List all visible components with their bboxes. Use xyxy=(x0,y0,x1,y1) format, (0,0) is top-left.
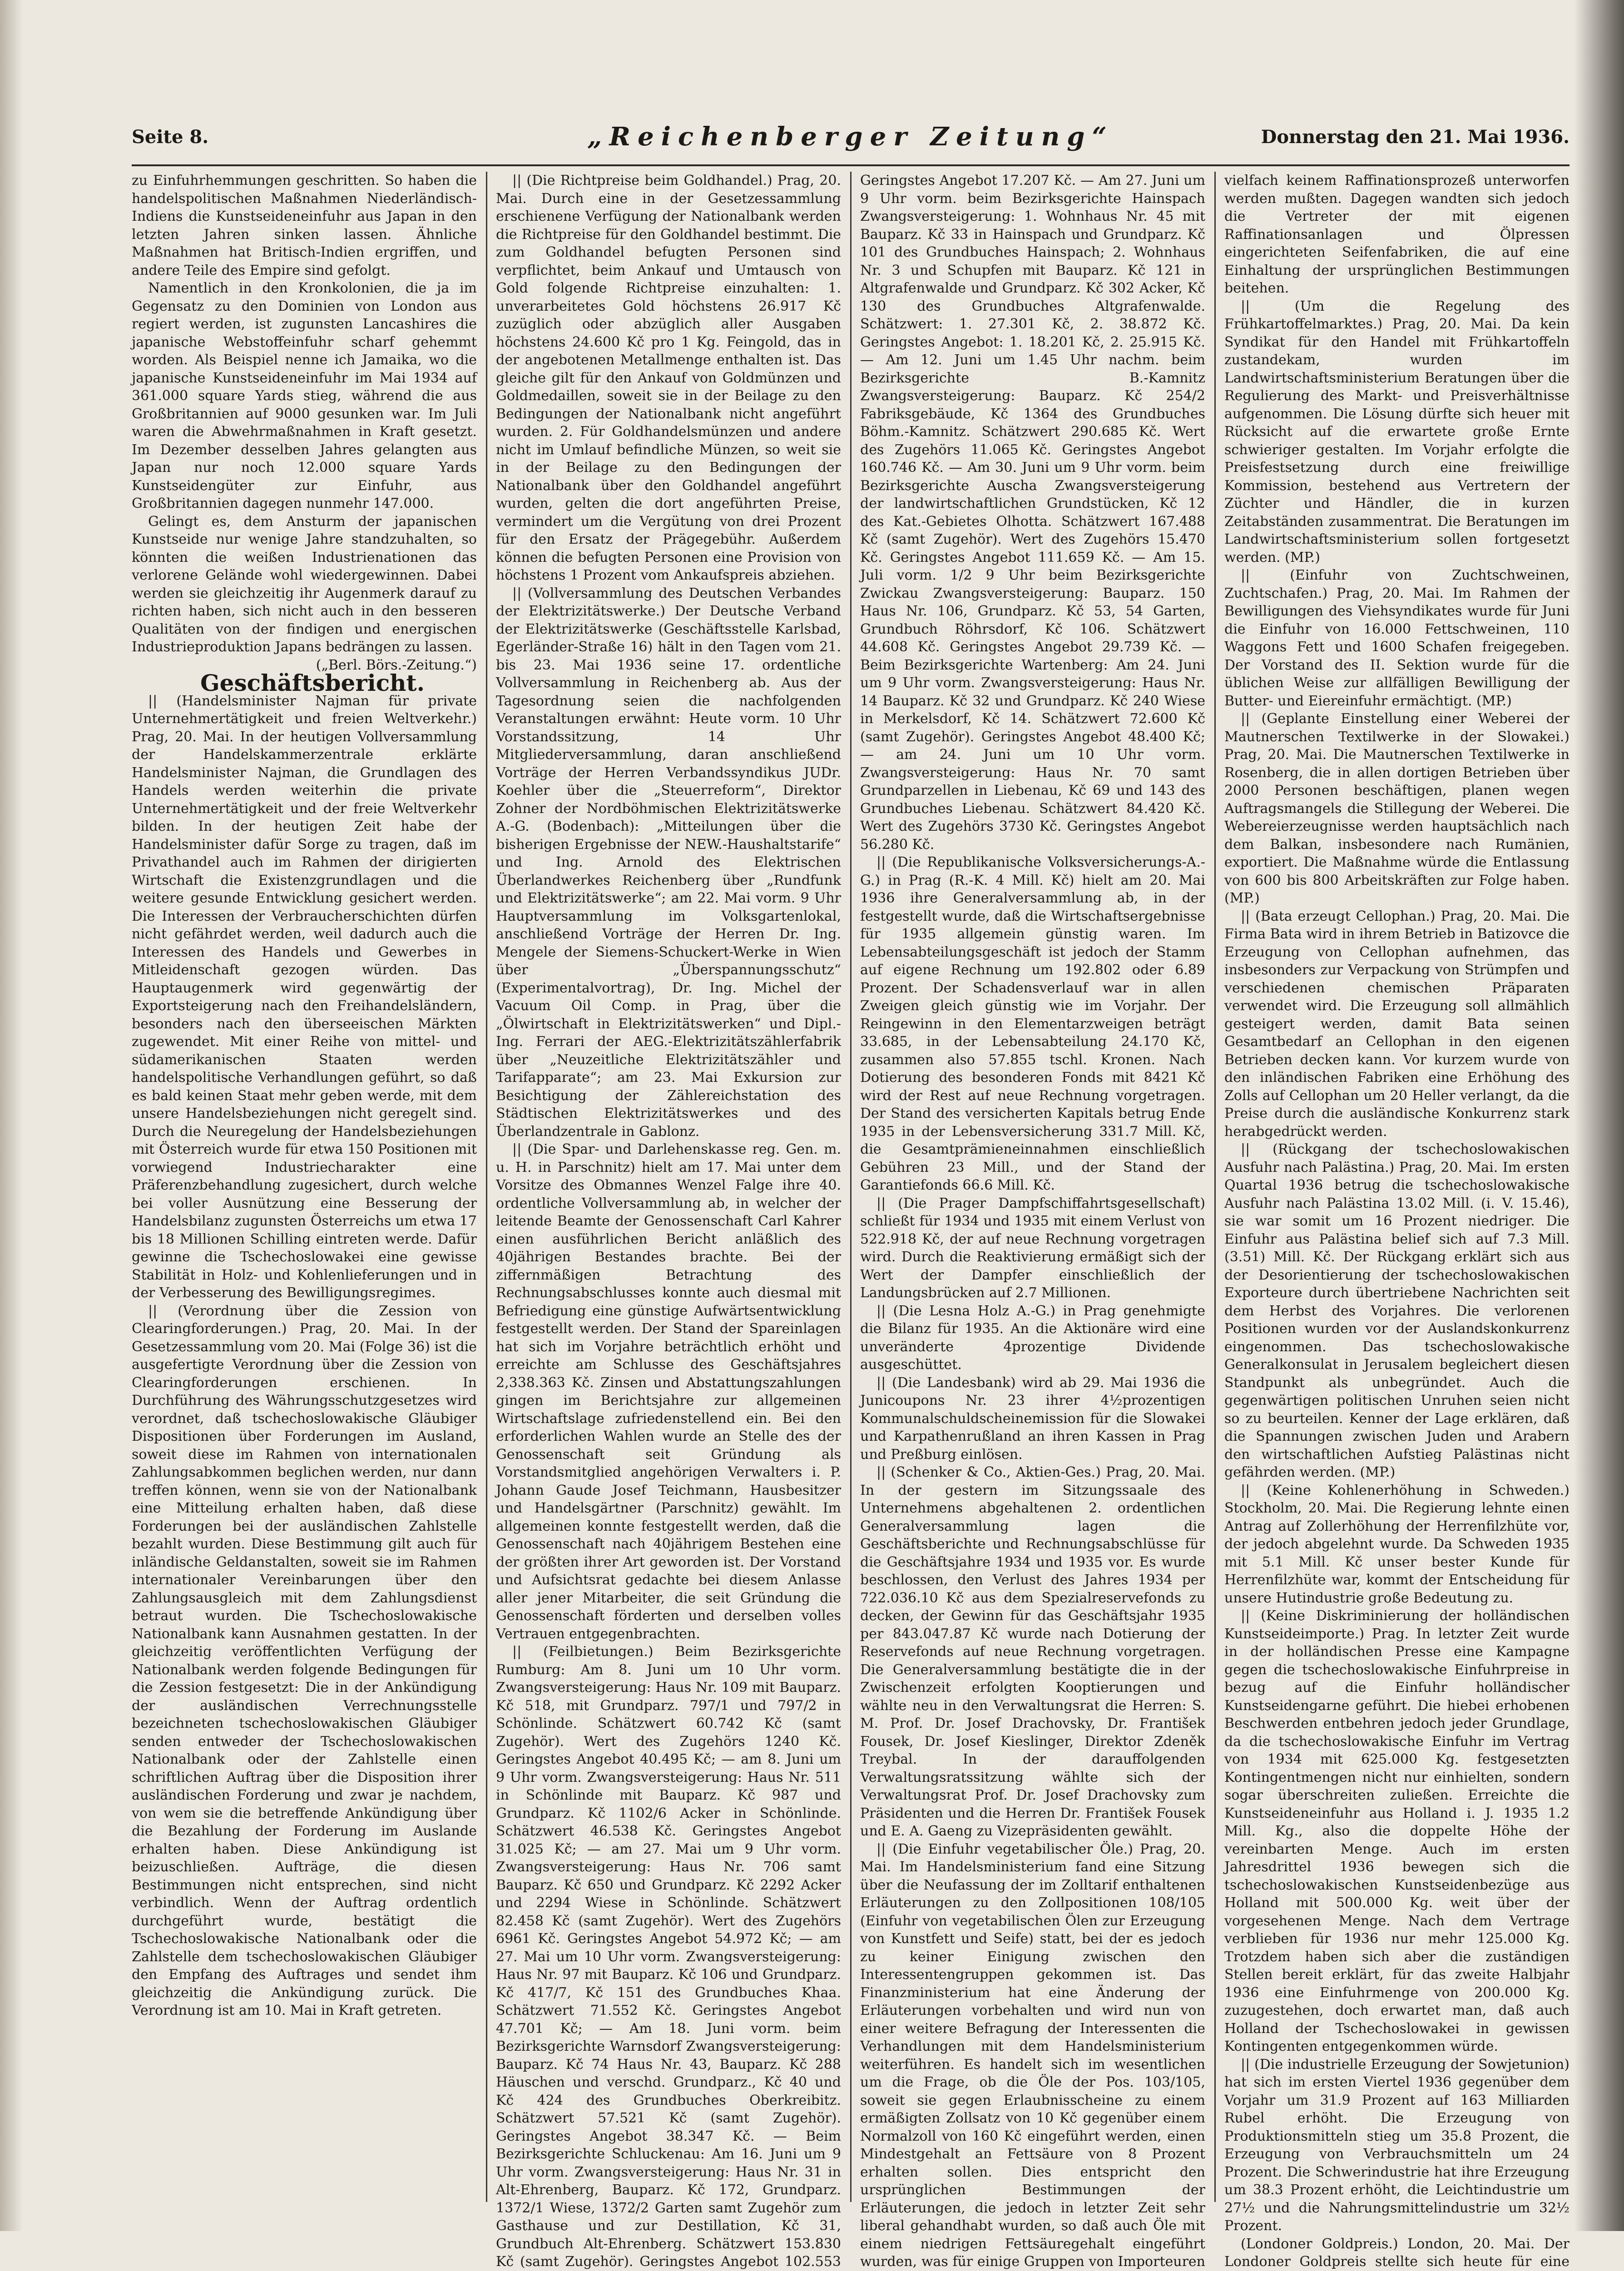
page-number: Seite 8. xyxy=(132,126,208,148)
source-signature: („Berl. Börs.-Zeitung.“) xyxy=(132,656,477,674)
column-divider xyxy=(486,172,487,2202)
paragraph: || (Einfuhr von Zuchtschweinen, Zuchtschafen.) Prag, 20. Mai. Im Rahmen der Bewilligungen des Viehsyndikates wurde für Juni die Einfuhr von 16.000 Fettschweinen, 110 Waggons Fett und 1600 Schafen freigegeben. Der Vorstand des II. Sektion wurde für die üblichen Weise zur allfälligen Bewilligung der Butter- und Eiereinfuhr ermächtigt. (MP.) xyxy=(1224,566,1570,710)
newspaper-title: „Reichenberger Zeitung“ xyxy=(132,122,1570,152)
paragraph: (Londoner Goldpreis.) London, 20. Mai. Der Londoner Goldpreis stellte sich heute für eine xyxy=(1224,2235,1570,2271)
paragraph: || (Vollversammlung des Deutschen Verbandes der Elektrizitätswerke.) Der Deutsche Verband der Elektrizitätswerke (Geschäftsstelle Karlsbad, Egerländer-Straße 16) hält in den Tagen vom 21. bis 23. Mai 1936 seine 17. ordentliche Vollversammlung in Reichenberg ab. Aus der Tagesordnung seien die nachfolgenden Veranstaltungen erwähnt: Heute vorm. 10 Uhr Vorstandssitzung, 14 Uhr Mitgliederversammlung, daran anschließend Vorträge der Herren Verbandssyndikus JUDr. Koehler über die „Steuerreform“, Direktor Zohner der Nordböhmischen Elektrizitätswerke A.-G. (Bodenbach): „Mitteilungen über die bisherigen Ergebnisse der NEW.-Haushaltstarife“ und Ing. Arnold des Elektrischen Überlandwerkes Reichenberg über „Rundfunk und Elektrizitätswerke“; am 22. Mai vorm. 9 Uhr Hauptversammlung im Volksgartenlokal, anschließend Vorträge der Herren Dr. Ing. Mengele der Siemens-Schuckert-Werke in Wien über „Überspannungsschutz“ (Experimentalvortrag), Dr. Ing. Michel der Vacuum Oil Comp. in Prag, über die „Ölwirtschaft in Elektrizitätswerken“ und Dipl.-Ing. Ferrari der AEG.-Elektrizitätszählerfabrik über „Neuzeitliche Elektrizitätszähler und Tarifapparate“; am 23. Mai Exkursion zur Besichtigung der Zählereichstation des Städtischen Elektrizitätswerkes und des Überlandzentrale in Gablonz. xyxy=(496,585,841,1141)
column-divider xyxy=(850,172,852,2202)
paragraph: || (Keine Kohlenerhöhung in Schweden.) Stockholm, 20. Mai. Die Regierung lehnte einen Antrag auf Zollerhöhung der Herrenfilzhüte vor, der jedoch abgelehnt wurde. Da Schweden 1935 mit 5.1 Mill. Kč unser bester Kunde für Herrenfilzhüte war, kommt der Entscheidung für unsere Hutindustrie große Bedeutung zu. xyxy=(1224,1482,1570,1607)
paragraph: Geringstes Angebot 17.207 Kč. — Am 27. Juni um 9 Uhr vorm. beim Bezirksgerichte Hainspach Zwangsversteigerung: 1. Wohnhaus Nr. 45 mit Bauparz. Kč 33 in Hainspach und Grundparz. Kč 101 des Grundbuches Hainspach; 2. Wohnhaus Nr. 3 und Schupfen mit Bauparz. Kč 121 in Altgrafenwalde und Grundparz. Kč 302 Acker, Kč 130 des Grundbuches Altgrafenwalde. Schätzwert: 1. 27.301 Kč, 2. 38.872 Kč. Geringstes Angebot: 1. 18.201 Kč, 2. 25.915 Kč. — Am 12. Juni um 1.45 Uhr nachm. beim Bezirksgerichte B.-Kamnitz Zwangsversteigerung: Bauparz. Kč 254/2 Fabriksgebäude, Kč 1364 des Grundbuches Böhm.-Kamnitz. Schätzwert 290.685 Kč. Wert des Zugehörs 11.065 Kč. Geringstes Angebot 160.746 Kč. — Am 30. Juni um 9 Uhr vorm. beim Bezirksgerichte Auscha Zwangsversteigerung der landwirtschaftlichen Grundstücken, Kč 12 des Kat.-Gebietes Olhotta. Schätzwert 167.488 Kč (samt Zugehör). Wert des Zugehörs 15.470 Kč. Geringstes Angebot 111.659 Kč. — Am 15. Juli vorm. 1/2 9 Uhr beim Bezirksgerichte Zwickau Zwangsversteigerung: Bauparz. 150 Haus Nr. 106, Grundparz. Kč 53, 54 Garten, Grundbuch Röhrsdorf, Kč 106. Schätzwert 44.608 Kč. Geringstes Angebot 29.739 Kč. — Beim Bezirksgerichte Wartenberg: Am 24. Juni um 9 Uhr vorm. Zwangsversteigerung: Haus Nr. 14 Bauparz. Kč 32 und Grundparz. Kč 240 Wiese in Merkelsdorf, Kč 14. Schätzwert 72.600 Kč (samt Zugehör). Geringstes Angebot 48.400 Kč; — am 24. Juni um 10 Uhr vorm. Zwangsversteigerung: Haus Nr. 70 samt Grundparzellen in Liebenau, Kč 69 und 143 des Grundbuches Liebenau. Schätzwert 84.420 Kč. Wert des Zugehörs 3730 Kč. Geringstes Angebot 56.280 Kč. xyxy=(860,172,1205,853)
column-3 xyxy=(860,172,1205,2202)
paragraph: || (Rückgang der tschechoslowakischen Ausfuhr nach Palästina.) Prag, 20. Mai. Im ersten Quartal 1936 betrug die tschechoslowakische Ausfuhr nach Palästina 13.02 Mill. (i. V. 15.46), sie war somit um 16 Prozent niedriger. Die Einfuhr aus Palästina belief sich auf 7.3 Mill. (3.51) Mill. Kč. Der Rückgang erklärt sich aus der Desorientierung der tschechoslowakischen Exporteure durch übertriebene Nachrichten seit dem Herbst des Vorjahres. Die verlorenen Positionen wurden vor der Auslandskonkurrenz eingenommen. Das tschechoslowakische Generalkonsulat in Jerusalem begleichert diesen Standpunkt als unbegründet. Auch die gegenwärtigen politischen Unruhen seien nicht so zu beurteilen. Kenner der Lage erklären, daß die Spannungen zwischen Juden und Arabern den wirtschaftlichen Aufstieg Palästinas nicht gefährden werden. (MP.) xyxy=(1224,1140,1570,1482)
scan-edge-left xyxy=(0,0,23,2231)
paragraph: || (Die Richtpreise beim Goldhandel.) Prag, 20. Mai. Durch eine in der Gesetzessammlung erschienene Verfügung der Nationalbank werden die Richtpreise für den Goldhandel bestimmt. Die zum Goldhandel befugten Personen sind verpflichtet, beim Ankauf und Umtausch von Gold folgende Richtpreise einzuhalten: 1. unverarbeitetes Gold höchstens 26.917 Kč zuzüglich oder abzüglich aller Ausgaben höchstens 24.600 Kč pro 1 Kg. Feingold, das in der angebotenen Metallmenge enthalten ist. Das gleiche gilt für den Ankauf von Goldmünzen und Goldmedaillen, soweit sie in der Beilage zu den Bedingungen der Nationalbank nicht angeführt wurden. 2. Für Goldhandelsmünzen und andere nicht im Umlauf befindliche Münzen, so weit sie in der Beilage zu den Bedingungen der Nationalbank über den Goldhandel angeführt wurden, gelten die dort angeführten Preise, vermindert um die Vergütung von drei Prozent für den Ersatz der Prägegebühr. Außerdem können die befugten Personen eine Provision von höchstens 1 Prozent vom Ankaufspreis abziehen. xyxy=(496,172,841,585)
paragraph: || (Feilbietungen.) Beim Bezirksgerichte Rumburg: Am 8. Juni um 10 Uhr vorm. Zwangsversteigerung: Haus Nr. 109 mit Bauparz. Kč 518, mit Grundparz. 797/1 und 797/2 in Schönlinde. Schätzwert 60.742 Kč (samt Zugehör). Wert des Zugehörs 1240 Kč. Geringstes Angebot 40.495 Kč; — am 8. Juni um 9 Uhr vorm. Zwangsversteigerung: Haus Nr. 511 in Schönlinde mit Bauparz. Kč 987 und Grundparz. Kč 1102/6 Acker in Schönlinde. Schätzwert 46.538 Kč. Geringstes Angebot 31.025 Kč; — am 27. Mai um 9 Uhr vorm. Zwangsversteigerung: Haus Nr. 706 samt Bauparz. Kč 650 und Grundparz. Kč 2292 Acker und 2294 Wiese in Schönlinde. Schätzwert 82.458 Kč (samt Zugehör). Wert des Zugehörs 6961 Kč. Geringstes Angebot 54.972 Kč; — am 27. Mai um 10 Uhr vorm. Zwangsversteigerung: Haus Nr. 97 mit Bauparz. Kč 106 und Grundparz. Kč 417/7, Kč 151 des Grundbuches Khaa. Schätzwert 71.552 Kč. Geringstes Angebot 47.701 Kč; — Am 18. Juni vorm. beim Bezirksgerichte Warnsdorf Zwangsversteigerung: Bauparz. Kč 74 Haus Nr. 43, Bauparz. Kč 288 Häuschen und verschd. Grundparz., Kč 40 und Kč 424 des Grundbuches Oberkreibitz. Schätzwert 57.521 Kč (samt Zugehör). Geringstes Angebot 38.347 Kč. — Beim Bezirksgerichte Schluckenau: Am 16. Juni um 9 Uhr vorm. Zwangsversteigerung: Haus Nr. 31 in Alt-Ehrenberg, Bauparz. Kč 172, Grundparz. 1372/1 Wiese, 1372/2 Garten samt Zugehör zum Gasthause und zur Destillation, Kč 31, Grundbuch Alt-Ehrenberg. Schätzwert 153.830 Kč (samt Zugehör). Geringstes Angebot 102.553 xyxy=(496,1643,841,2271)
paragraph: || (Keine Diskriminierung der holländischen Kunstseideimporte.) Prag. In letzter Zeit wurde in der holländischen Presse eine Kampagne gegen die tschechoslowakische Einfuhrpreise in bezug auf die Einfuhr holländischer Kunstseidengarne geführt. Die hiebei erhobenen Beschwerden entbehren jedoch jeder Grundlage, da die tschechoslowakische Einfuhr im Vertrag von 1934 mit 625.000 Kg. festgesetzten Kontingentmengen nicht nur einhielten, sondern sogar überschreiten zuließen. Erreichte die Kunstseideneinfuhr aus Holland i. J. 1935 1.2 Mill. Kg., also die doppelte Höhe der vereinbarten Menge. Auch im ersten Jahresdrittel 1936 bewegen sich die tschechoslowakischen Kunstseidenbezüge aus Holland mit 500.000 Kg. weit über der vorgesehenen Menge. Nach dem Vertrage verblieben für 1936 nur mehr 125.000 Kg. Trotzdem haben sich aber die zuständigen Stellen bereit erklärt, für das zweite Halbjahr 1936 eine Einfuhrmenge von 200.000 Kg. zuzugestehen, doch erwartet man, daß auch Holland der Tschechoslowakei in gewissen Kontingenten entgegenkommen würde. xyxy=(1224,1607,1570,2056)
column-4 xyxy=(1224,172,1570,2202)
paragraph: || (Geplante Einstellung einer Weberei der Mautnerschen Textilwerke in der Slowakei.) Prag, 20. Mai. Die Mautnerschen Textilwerke in Rosenberg, die in allen dortigen Betrieben über 2000 Personen beschäftigen, planen wegen Auftragsmangels die Stillegung der Weberei. Die Webereierzeugnisse werden hauptsächlich nach dem Balkan, insbesondere nach Rumänien, exportiert. Die Maßnahme würde die Entlassung von 600 bis 800 Arbeitskräften zur Folge haben. (MP.) xyxy=(1224,710,1570,907)
article-columns xyxy=(132,172,1570,2202)
paragraph: || (Die Einfuhr vegetabilischer Öle.) Prag, 20. Mai. Im Handelsministerium fand eine Sitzung über die Neufassung der im Zolltarif enthaltenen Erläuterungen zu den Zollpositionen 108/105 (Einfuhr von vegetabilischen Ölen zur Erzeugung von Kunstfett und Seife) statt, bei der es jedoch zu keiner Einigung zwischen den Interessentengruppen gekommen ist. Das Finanzministerium hat eine Änderung der Erläuterungen vorbehalten und wird nun von einer weitere Befragung der Interessenten die Verhandlungen mit dem Handelsministerium weiterführen. Es handelt sich im wesentlichen um die Frage, ob die Öle der Pos. 103/105, soweit sie gegen Erlaubnisscheine zu einem ermäßigten Zollsatz von 10 Kč gegenüber einem Normalzoll von 160 Kč eingeführt werden, einen Mindestgehalt an Fettsäure von 8 Prozent erhalten sollen. Dies entspricht den ursprünglichen Bestimmungen der Erläuterungen, die jedoch in letzter Zeit sehr liberal gehandhabt wurden, so daß auch Öle mit einem niedrigen Fettsäuregehalt eingeführt wurden, was für einige Gruppen von Importeuren xyxy=(860,1840,1205,2271)
column-2 xyxy=(496,172,841,2202)
paragraph: || (Die industrielle Erzeugung der Sowjetunion) hat sich im ersten Viertel 1936 gegenüber dem Vorjahr um 31.9 Prozent auf 163 Milliarden Rubel erhöht. Die Erzeugung von Produktionsmitteln stieg um 35.8 Prozent, die Erzeugung von Verbrauchsmitteln um 24 Prozent. Die Schwerindustrie hat ihre Erzeugung um 38.3 Prozent erhöht, die Leichtindustrie um 27½ und die Nahrungsmittelindustrie um 32½ Prozent. xyxy=(1224,2056,1570,2235)
paragraph: || (Schenker & Co., Aktien-Ges.) Prag, 20. Mai. In der gestern im Sitzungssaale des Unternehmens abgehaltenen 2. ordentlichen Generalversammlung lagen die Geschäftsberichte und Rechnungsabschlüsse für die Geschäftsjahre 1934 und 1935 vor. Es wurde beschlossen, den Verlust des Jahres 1934 per 722.036.10 Kč aus dem Spezialreservefonds zu decken, der Gewinn für das Geschäftsjahr 1935 per 843.047.87 Kč wurde nach Dotierung der Reservefonds auf neue Rechnung vorgetragen. Die Generalversammlung bestätigte die in der Zwischenzeit erfolgten Kooptierungen und wählte neu in den Verwaltungsrat die Herren: S. M. Prof. Dr. Josef Drachovsky, Dr. František Fousek, Dr. Josef Kieslinger, Direktor Zdeněk Treybal. In der darauffolgenden Verwaltungsratssitzung wählte sich der Verwaltungsrat Prof. Dr. Josef Drachovsky zum Präsidenten und die Herren Dr. František Fousek und E. A. Gaeng zu Vizepräsidenten gewählt. xyxy=(860,1463,1205,1840)
column-divider xyxy=(1214,172,1216,2202)
column-1 xyxy=(132,172,477,2202)
scan-edge-right xyxy=(1574,0,1624,2231)
paragraph: || (Verordnung über die Zession von Clearingforderungen.) Prag, 20. Mai. In der Gesetzessammlung vom 20. Mai (Folge 36) ist die ausgefertigte Verordnung über die Zession von Clearingforderungen erschienen. In Durchführung des Währungsschutzgesetzes wird verordnet, daß tschechoslowakische Gläubiger Dispositionen über Forderungen im Ausland, soweit diese im Rahmen von internationalen Zahlungsabkommen beglichen werden, nur dann treffen können, wenn sie von der Nationalbank eine Mitteilung erhalten haben, daß diese Forderungen bei der ausländischen Zahlstelle bezahlt wurden. Diese Bestimmung gilt auch für inländische Geldanstalten, soweit sie im Rahmen internationaler Vereinbarungen über den Zahlungsausgleich mit dem Zahlungsdienst betraut wurden. Die Tschechoslowakische Nationalbank kann Ausnahmen gestatten. In der gleichzeitig veröffentlichten Verfügung der Nationalbank werden folgende Bedingungen für die Zession festgesetzt: Die in der Ankündigung der ausländischen Verrechnungsstelle bezeichneten tschechoslowakischen Gläubiger senden entweder der Tschechoslowakischen Nationalbank oder der Zahlstelle einen schriftlichen Auftrag über die Disposition ihrer ausländischen Forderung und zwar je nachdem, von wem sie die betreffende Ankündigung über die Bezahlung der Forderung im Auslande erhalten haben. Diese Ankündigung ist beizuschließen. Aufträge, die diesen Bestimmungen nicht entsprechen, sind nicht verbindlich. Wenn der Auftrag ordentlich durchgeführt wurde, bestätigt die Tschechoslowakische Nationalbank oder die Zahlstelle dem tschechoslowakischen Gläubiger den Empfang des Auftrages und sendet ihm gleichzeitig die Ankündigung zurück. Die Verordnung ist am 10. Mai in Kraft getreten. xyxy=(132,1302,477,2020)
header-rule xyxy=(132,164,1570,166)
paragraph: || (Um die Regelung des Frühkartoffelmarktes.) Prag, 20. Mai. Da kein Syndikat für den Handel mit Frühkartoffeln zustandekam, wurden im Landwirtschaftsministerium Beratungen über die Regulierung des Markt- und Preisverhältnisse aufgenommen. Die Lösung dürfte sich heuer mit Rücksicht auf die erwartete große Ernte schwieriger gestalten. Im Vorjahr erfolgte die Preisfestsetzung durch eine freiwillige Kommission, bestehend aus Vertretern der Züchter und Händler, die in kurzen Zeitabständen zusammentrat. Die Beratungen im Landwirtschaftsministerium sollen fortgesetzt werden. (MP.) xyxy=(1224,298,1570,567)
paragraph: || (Die Republikanische Volksversicherungs-A.-G.) in Prag (R.-K. 4 Mill. Kč) hielt am 20. Mai 1936 ihre Generalversammlung ab, in der festgestellt wurde, daß die Wirtschaftsergebnisse für 1935 allgemein günstig waren. Im Lebensabteilungsgeschäft ist jedoch der Stamm auf eigene Rechnung um 192.802 oder 6.89 Prozent. Der Schadensverlauf war in allen Zweigen gleich günstig wie im Vorjahr. Der Reingewinn in den Elementarzweigen beträgt 33.685, in der Lebensabteilung 24.170 Kč, zusammen also 57.855 tschl. Kronen. Nach Dotierung des besonderen Fonds mit 8421 Kč wird der Rest auf neue Rechnung vorgetragen. Der Stand des versicherten Kapitals betrug Ende 1935 in der Lebensversicherung 331.7 Mill. Kč, die Gesamtprämieneinnahmen einschließlich Gebühren 23 Mill., und der Stand der Garantiefonds 66.6 Mill. Kč. xyxy=(860,853,1205,1195)
paragraph: Gelingt es, dem Ansturm der japanischen Kunstseide nur wenige Jahre standzuhalten, so könnten die weißen Industrienationen das verlorene Gelände wohl wiedergewinnen. Dabei werden sie gleichzeitig ihr Augenmerk darauf zu richten haben, sich nicht auch in den besseren Qualitäten von der findigen und energischen Industrieproduktion Japans bedrängen zu lassen. xyxy=(132,513,477,656)
issue-date: Donnerstag den 21. Mai 1936. xyxy=(1261,126,1570,148)
paragraph: Namentlich in den Kronkolonien, die ja im Gegensatz zu den Dominien von London aus regiert werden, ist zugunsten Lancashires die japanische Webstoffeinfuhr scharf gehemmt worden. Als Beispiel nenne ich Jamaika, wo die japanische Kunstseideneinfuhr im Mai 1934 auf 361.000 square Yards stieg, während die aus Großbritannien auf 9000 gesunken war. Im Juli waren die Abwehrmaßnahmen in Kraft gesetzt. Im Dezember desselben Jahres gelangten aus Japan nur noch 12.000 square Yards Kunstseidengüter zur Einfuhr, aus Großbritannien dagegen nunmehr 147.000. xyxy=(132,279,477,513)
paragraph: zu Einfuhrhemmungen geschritten. So haben die handelspolitischen Maßnahmen Niederländisch-Indiens die Kunstseideneinfuhr aus Japan in den letzten Jahren sinken lassen. Ähnliche Maßnahmen hat Britisch-Indien ergriffen, und andere Teile des Empire sind gefolgt. xyxy=(132,172,477,279)
paragraph: || (Die Prager Dampfschiffahrtsgesellschaft) schließt für 1934 und 1935 mit einem Verlust von 522.918 Kč, der auf neue Rechnung vorgetragen wird. Durch die Reaktivierung ermäßigt sich der Wert der Dampfer einschließlich der Landungsbrücken auf 2.7 Millionen. xyxy=(860,1195,1205,1302)
paragraph: vielfach keinem Raffinationsprozeß unterworfen werden mußten. Dagegen wandten sich jedoch die Vertreter der mit eigenen Raffinationsanlagen und Ölpressen eingerichteten Seifenfabriken, die auf eine Einhaltung der ursprünglichen Bestimmungen beitehen. xyxy=(1224,172,1570,298)
paragraph: || (Die Landesbank) wird ab 29. Mai 1936 die Junicoupons Nr. 23 ihrer 4½prozentigen Kommunalschuldscheinemission für die Slowakei und Karpathenrußland an ihren Kassen in Prag und Preßburg einlösen. xyxy=(860,1374,1205,1464)
page-header xyxy=(132,122,1570,163)
paragraph: || (Die Spar- und Darlehenskasse reg. Gen. m. u. H. in Parschnitz) hielt am 17. Mai unter dem Vorsitze des Obmannes Wenzel Falge ihre 40. ordentliche Vollversammlung ab, in welcher der leitende Beamte der Genossenschaft Carl Kahrer einen ausführlichen Bericht anläßlich des 40jährigen Bestandes brachte. Bei der ziffernmäßigen Betrachtung des Rechnungsabschlusses konnte auch diesmal mit Befriedigung eine günstige Aufwärtsentwicklung festgestellt werden. Der Stand der Spareinlagen hat sich im Vorjahre beträchtlich erhöht und erreichte am Schlusse des Geschäftsjahres 2,338.363 Kč. Zinsen und Abstattungszahlungen gingen im Berichtsjahre zur allgemeinen Wirtschaftslage zufriedenstellend ein. Bei den erforderlichen Wahlen wurde an Stelle des der Genossenschaft seit Gründung als Vorstandsmitglied angehörigen Verwalters i. P. Johann Gaude Josef Teichmann, Hausbesitzer und Handelsgärtner (Parschnitz) gewählt. Im allgemeinen konnte festgestellt werden, daß die Genossenschaft nach 40jährigem Bestehen eine der größten ihrer Art geworden ist. Der Vorstand und Aufsichtsrat gedachte bei diesem Anlasse aller jener Mitarbeiter, die seit Gründung die Genossenschaft förderten und derselben volles Vertrauen entgegenbrachten. xyxy=(496,1140,841,1643)
paragraph: || (Die Lesna Holz A.-G.) in Prag genehmigte die Bilanz für 1935. An die Aktionäre wird eine unveränderte 4prozentige Dividende ausgeschüttet. xyxy=(860,1302,1205,1374)
paragraph: || (Bata erzeugt Cellophan.) Prag, 20. Mai. Die Firma Bata wird in ihrem Betrieb in Batizovce die Erzeugung von Cellophan aufnehmen, das insbesonders zur Verpackung von Strümpfen und verschiedenen chemischen Präparaten verwendet wird. Die Erzeugung soll allmählich gesteigert werden, damit Bata seinen Gesamtbedarf an Cellophan in den eigenen Betrieben decken kann. Vor kurzem wurde von den inländischen Fabriken eine Erhöhung des Zolls auf Cellophan um 20 Heller verlangt, da die Preise durch die ausländische Konkurrenz stark herabgedrückt werden. xyxy=(1224,907,1570,1141)
paragraph: || (Handelsminister Najman für private Unternehmertätigkeit und freien Weltverkehr.) Prag, 20. Mai. In der heutigen Vollversammlung der Handelskammerzentrale erklärte Handelsminister Najman, die Grundlagen des Handels werden weiterhin die private Unternehmertätigkeit und der freie Weltverkehr bilden. In der heutigen Zeit habe der Handelsminister dafür Sorge zu tragen, daß im Privathandel auch im Rahmen der dirigierten Wirtschaft die Existenzgrundlagen und die weitere gesunde Entwicklung gesichert werden. Die Interessen der Verbraucherschichten dürfen nicht gefährdet werden, weil dadurch auch die Interessen des Handels und Gewerbes in Mitleidenschaft gezogen würden. Das Hauptaugenmerk wird gegenwärtig der Exportsteigerung nach den Freihandelsländern, besonders nach den überseeischen Märkten zugewendet. Mit einer Reihe von mittel- und südamerikanischen Staaten werden handelspolitische Verhandlungen geführt, so daß es bald keinen Staat mehr geben werde, mit dem unsere Handelsbeziehungen nicht geregelt sind. Durch die Neuregelung der Handelsbeziehungen mit Österreich wurde für etwa 150 Positionen mit vorwiegend Industriecharakter eine Präferenzbehandlung zugesichert, durch welche bei voller Ausnützung eine Besserung der Handelsbilanz zugunsten Österreichs um etwa 17 bis 18 Millionen Schilling eintreten werde. Dafür gewinne die Tschechoslowakei eine gewisse Stabilität in Holz- und Kohlenlieferungen und in der Verbesserung des Bewilligungsregimes. xyxy=(132,692,477,1302)
section-heading: Geschäftsbericht. xyxy=(132,674,477,692)
